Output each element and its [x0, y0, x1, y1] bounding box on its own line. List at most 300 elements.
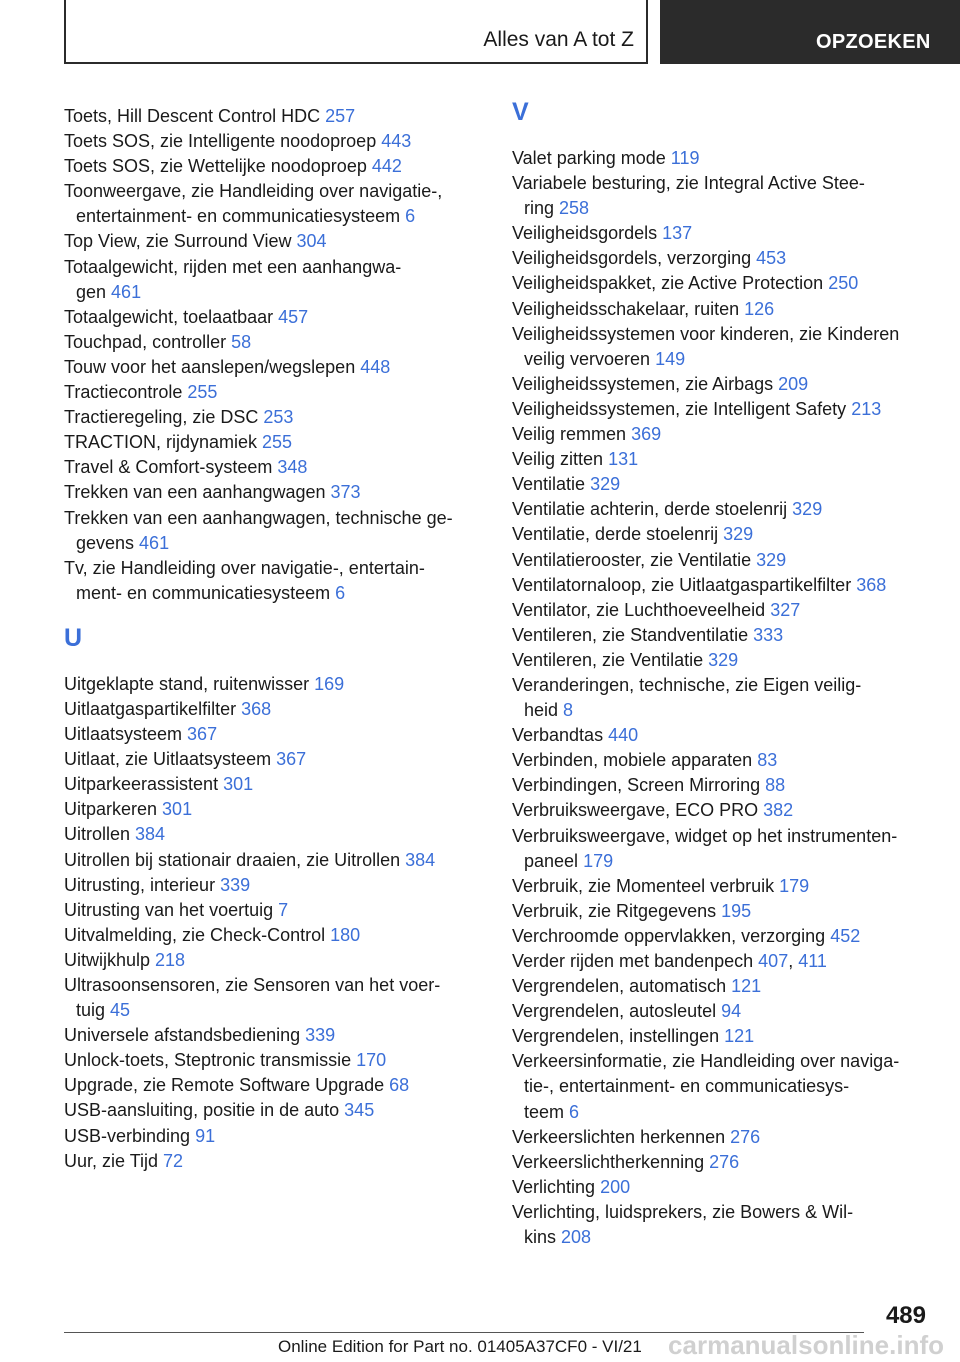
page-reference-link[interactable]: 461 — [111, 281, 142, 302]
page-reference-link[interactable]: 218 — [155, 949, 186, 970]
page-reference-link[interactable]: 276 — [709, 1151, 740, 1172]
page-reference-link[interactable]: 6 — [569, 1101, 580, 1122]
index-entry-text — [512, 725, 638, 745]
page-reference-link[interactable]: 457 — [278, 306, 309, 327]
index-entry-text — [64, 280, 484, 305]
edition-text: Online Edition for Part no. 01405A37CF0 - VI/21 — [278, 1337, 642, 1356]
page-reference-link[interactable]: 329 — [723, 524, 754, 545]
entry-label: Totaalgewicht, rijden met een aanhangwa- — [64, 256, 402, 277]
entry-label: Uitlaatsysteem — [64, 724, 188, 745]
entry-label: Variabele besturing, zie Integral Active Stee- — [512, 173, 865, 194]
entry-label: Vergrendelen, autosleutel — [512, 1001, 722, 1022]
index-entry — [64, 154, 484, 179]
index-entry-text — [64, 674, 344, 694]
index-entry-text — [64, 181, 442, 201]
index-entry-text — [64, 382, 217, 402]
page-reference-link[interactable]: 170 — [356, 1050, 387, 1071]
index-entry — [512, 246, 932, 271]
page-reference-link[interactable]: 345 — [344, 1100, 375, 1121]
entry-label: Unlock-toets, Steptronic transmissie — [64, 1050, 357, 1071]
index-entry — [64, 747, 484, 772]
index-entry-text — [512, 248, 786, 268]
index-entry — [64, 697, 484, 722]
entry-label: Touw voor het aanslepen/wegslepen — [64, 356, 361, 377]
index-entry — [64, 305, 484, 330]
entry-label: Verkeerslichten herkennen — [512, 1126, 731, 1147]
page-reference-link[interactable]: 327 — [770, 599, 801, 620]
index-entry — [512, 271, 932, 296]
page-reference-link[interactable]: 72 — [163, 1150, 184, 1171]
index-entry-text — [512, 1202, 853, 1222]
entry-label: Uitparkeerassistent — [64, 774, 224, 795]
index-entry-text — [64, 950, 185, 970]
page-reference-link[interactable]: 452 — [830, 925, 861, 946]
page-reference-link[interactable]: 382 — [763, 800, 794, 821]
page-reference-link[interactable]: 121 — [724, 1026, 755, 1047]
index-entry-text — [512, 148, 699, 168]
index-entry — [512, 723, 932, 748]
entry-label: paneel — [524, 850, 584, 871]
entry-label: Uitparkeren — [64, 799, 163, 820]
page-reference-link[interactable]: 131 — [608, 449, 639, 470]
index-entry — [64, 1023, 484, 1048]
tab-label: OPZOEKEN — [816, 31, 931, 53]
page-reference-link[interactable]: 91 — [195, 1125, 216, 1146]
index-entry-text — [64, 332, 251, 352]
index-entry-text — [64, 508, 453, 528]
entry-label: Verbruik, zie Ritgegevens — [512, 900, 722, 921]
index-entry-text — [512, 1074, 932, 1099]
page-reference-link[interactable]: 407 — [758, 951, 789, 971]
entry-label: Touchpad, controller — [64, 331, 232, 352]
entry-label: Tv, zie Handleiding over navigatie-, entertain- — [64, 557, 425, 578]
index-entry-text — [512, 698, 932, 723]
index-entry-text — [512, 849, 932, 874]
entry-label: Ventilatie achterin, derde stoelenrij — [512, 499, 793, 520]
entry-label: teem — [524, 1101, 570, 1122]
index-entry-text — [64, 850, 435, 870]
page-reference-link[interactable]: 367 — [276, 749, 307, 770]
page-reference-link[interactable]: 329 — [792, 499, 823, 520]
page-reference-link[interactable]: 304 — [296, 231, 327, 252]
page-reference-link[interactable]: 368 — [856, 574, 887, 595]
page-reference-link[interactable]: 253 — [263, 407, 294, 428]
index-entry-text — [64, 975, 440, 995]
entry-label: gen — [76, 281, 112, 302]
index-entry — [512, 522, 932, 547]
index-entry — [512, 221, 932, 246]
entry-label: Uitvalmelding, zie Check-Control — [64, 924, 331, 945]
page-reference-link[interactable]: 333 — [753, 624, 784, 645]
tab-opzoeken[interactable] — [660, 0, 960, 64]
page-reference-link[interactable]: 339 — [305, 1025, 336, 1046]
page-reference-link[interactable]: 94 — [721, 1001, 742, 1022]
entry-label: Uitrusting van het voertuig — [64, 899, 279, 920]
entry-label: Verbandtas — [512, 725, 609, 746]
index-entry-text — [64, 457, 307, 477]
index-entry-text — [64, 774, 253, 794]
index-entry-text — [512, 1225, 932, 1250]
index-entry — [64, 104, 484, 129]
entry-label: Totaalgewicht, toelaatbaar — [64, 306, 279, 327]
entry-label: Ventileren, zie Standventilatie — [512, 624, 754, 645]
index-entry — [512, 322, 932, 372]
entry-label: Uitrollen — [64, 824, 136, 845]
page-reference-link[interactable]: 179 — [583, 850, 614, 871]
page-reference-link[interactable]: 339 — [220, 874, 251, 895]
entry-label: Veiligheidsgordels — [512, 223, 663, 244]
page-reference-link[interactable]: 6 — [335, 582, 346, 603]
page-reference-link[interactable]: 119 — [670, 148, 700, 168]
entry-label: Verlichting, luidsprekers, zie Bowers & Wil- — [512, 1201, 854, 1222]
entry-label: Veiligheidsschakelaar, ruiten — [512, 298, 745, 319]
entry-label: Travel & Comfort-systeem — [64, 457, 278, 478]
page-reference-link[interactable]: 126 — [744, 298, 775, 319]
page-reference-link[interactable]: 169 — [314, 673, 345, 694]
index-entry-text — [64, 699, 271, 719]
entry-label: Toonweergave, zie Handleiding over navigatie-, — [64, 181, 443, 202]
index-entry — [512, 1175, 932, 1200]
page-reference-link[interactable]: 384 — [405, 849, 436, 870]
page-reference-link[interactable]: 384 — [135, 824, 166, 845]
entry-label: Verbindingen, Screen Mirroring — [512, 775, 766, 796]
page-reference-link[interactable]: 68 — [389, 1075, 410, 1096]
page-reference-link[interactable]: 369 — [631, 424, 662, 445]
index-entry — [512, 598, 932, 623]
index-entry — [512, 1150, 932, 1175]
page-reference-link[interactable]: 7 — [278, 899, 289, 920]
index-entry — [64, 797, 484, 822]
index-entry — [64, 455, 484, 480]
entry-label: TRACTION, rijdynamiek — [64, 432, 263, 453]
page-reference-link[interactable]: 255 — [262, 432, 293, 453]
entry-label: Verder rijden met bandenpech — [512, 951, 759, 971]
index-entry-text — [512, 1152, 739, 1172]
watermark: carmanualsonline.info — [668, 1330, 944, 1360]
index-entry — [512, 924, 932, 949]
page-reference-link[interactable]: 257 — [325, 106, 356, 126]
entry-label: Ventilatie — [512, 474, 591, 495]
entry-label: Uitgeklapte stand, ruitenwisser — [64, 673, 315, 694]
entry-label: USB-aansluiting, positie in de auto — [64, 1100, 345, 1121]
index-entry — [512, 548, 932, 573]
index-entry-text — [512, 800, 793, 820]
page-reference-link[interactable]: 137 — [662, 223, 693, 244]
index-entry-text — [512, 449, 638, 469]
page-reference-link[interactable]: 368 — [241, 698, 272, 719]
index-entry-text — [64, 231, 327, 251]
page-reference-link[interactable]: 255 — [187, 382, 218, 403]
index-entry — [512, 146, 932, 171]
index-entry-text — [512, 196, 932, 221]
index-entry — [64, 1073, 484, 1098]
page-reference-link[interactable]: 348 — [277, 457, 308, 478]
entry-label: Verbruiksweergave, ECO PRO — [512, 800, 764, 821]
page-reference-link[interactable]: 250 — [828, 273, 859, 294]
index-entry — [512, 372, 932, 397]
page-reference-link[interactable]: 448 — [360, 356, 391, 377]
entry-label: Toets, Hill Descent Control HDC — [64, 106, 326, 126]
index-entry-text — [512, 299, 774, 319]
index-entry-text — [64, 1075, 409, 1095]
index-entry — [512, 899, 932, 924]
entry-label: Vergrendelen, instellingen — [512, 1026, 725, 1047]
page-reference-link[interactable]: 45 — [110, 1000, 131, 1021]
index-entry-text — [64, 482, 361, 502]
entry-label: Ventilatie, derde stoelenrij — [512, 524, 724, 545]
index-entry — [512, 673, 932, 723]
index-entry-text — [64, 1050, 386, 1070]
entry-label: Uitrusting, interieur — [64, 874, 221, 895]
index-entry-text — [64, 925, 360, 945]
entry-label: Uur, zie Tijd — [64, 1150, 164, 1171]
index-letter-heading: V — [512, 98, 529, 126]
index-entry — [64, 480, 484, 505]
index-entry — [512, 397, 932, 422]
index-entry — [64, 1149, 484, 1174]
page-reference-link[interactable]: 276 — [730, 1126, 761, 1147]
index-entry — [512, 472, 932, 497]
index-entry — [512, 422, 932, 447]
page-reference-link[interactable]: 88 — [765, 775, 786, 796]
page-reference-link[interactable]: 373 — [330, 482, 361, 503]
index-entry — [512, 748, 932, 773]
entry-label: Uitwijkhulp — [64, 949, 156, 970]
index-entry-text — [512, 901, 751, 921]
index-entry — [512, 297, 932, 322]
page-reference-link[interactable]: 6 — [405, 206, 416, 227]
entry-label: Valet parking mode — [512, 148, 671, 168]
index-entry-text — [64, 131, 411, 151]
page-reference-link[interactable]: 200 — [600, 1176, 631, 1197]
entry-label: Trekken van een aanhangwagen, technische ge- — [64, 507, 453, 528]
index-entry-text — [512, 1051, 899, 1071]
index-entry — [64, 1098, 484, 1123]
index-column-right — [512, 98, 932, 1250]
entry-label: gevens — [76, 532, 140, 553]
entry-label: ring — [524, 198, 560, 219]
index-entry — [512, 1125, 932, 1150]
index-entry-text — [512, 826, 897, 846]
entry-label: Vergrendelen, automatisch — [512, 976, 732, 997]
page-reference-link[interactable]: 440 — [608, 725, 639, 746]
entry-label: Universele afstandsbediening — [64, 1025, 306, 1046]
page-reference-link[interactable]: 149 — [655, 348, 686, 369]
entry-label: veilig vervoeren — [524, 348, 656, 369]
index-entry — [512, 648, 932, 673]
index-entry-text — [512, 926, 860, 946]
index-entry — [64, 556, 484, 606]
entry-label: Verchroomde oppervlakken, verzorging — [512, 925, 831, 946]
index-entry-text — [512, 650, 738, 670]
entry-label: Veiligheidssystemen, zie Airbags — [512, 373, 779, 394]
index-entry — [512, 824, 932, 874]
index-entry-text — [512, 374, 808, 394]
index-entry — [64, 179, 484, 229]
entry-label: Veiligheidsgordels, verzorging — [512, 248, 757, 269]
index-entry — [64, 355, 484, 380]
page-reference-link[interactable]: 461 — [139, 532, 170, 553]
index-entry — [64, 1124, 484, 1149]
index-entry — [64, 255, 484, 305]
index-entry — [512, 999, 932, 1024]
index-entry — [64, 405, 484, 430]
index-entry-text — [64, 432, 292, 452]
entry-label: Verkeersinformatie, zie Handleiding over naviga- — [512, 1051, 900, 1072]
page-reference-link[interactable]: 195 — [721, 900, 752, 921]
index-entry — [64, 973, 484, 1023]
index-entry — [512, 1049, 932, 1124]
entry-label: Tractieregeling, zie DSC — [64, 407, 264, 428]
index-entry — [64, 1048, 484, 1073]
index-entry-text — [512, 625, 783, 645]
entry-label: Toets SOS, zie Wettelijke noodoproep — [64, 156, 372, 177]
page-reference-link[interactable]: 329 — [708, 649, 739, 670]
index-entry-text — [64, 1151, 183, 1171]
entry-label: Ventilator, zie Luchthoeveelheid — [512, 599, 771, 620]
entry-label: Veiligheidspakket, zie Active Protection — [512, 273, 829, 294]
index-entry-text: Verder rijden met bandenpech 407, 411 — [512, 951, 827, 971]
entry-label: Verbruik, zie Momenteel verbruik — [512, 875, 780, 896]
index-entry-text — [64, 799, 192, 819]
index-entry — [512, 573, 932, 598]
index-entry — [512, 497, 932, 522]
index-entry-text — [64, 531, 484, 556]
index-entry-text — [64, 257, 401, 277]
index-entry-text — [64, 1025, 335, 1045]
entry-label: tuig — [76, 1000, 111, 1021]
index-entry-text — [512, 775, 785, 795]
entry-label: Ultrasoonsensoren, zie Sensoren van het voer- — [64, 975, 441, 995]
entry-label: Trekken van een aanhangwagen — [64, 482, 331, 503]
index-entry — [64, 848, 484, 873]
index-entry-text — [64, 307, 308, 327]
index-entry — [512, 447, 932, 472]
index-entry-text — [512, 976, 761, 996]
page-reference-link[interactable]: 83 — [757, 750, 778, 771]
index-entry — [512, 623, 932, 648]
page-reference-link[interactable]: 329 — [590, 474, 621, 495]
page-reference-link[interactable]: 453 — [756, 248, 787, 269]
index-entry-text — [512, 575, 886, 595]
entry-label: Veranderingen, technische, zie Eigen veilig- — [512, 674, 862, 695]
index-entry — [512, 949, 932, 974]
entry-label: kins — [524, 1227, 562, 1248]
index-entry-text — [512, 424, 661, 444]
page-reference-link[interactable]: 301 — [223, 774, 254, 795]
index-entry-text — [64, 1100, 374, 1120]
entry-label: entertainment- en communicatiesysteem — [76, 206, 406, 227]
index-entry — [64, 430, 484, 455]
index-entry — [64, 898, 484, 923]
index-entry — [64, 722, 484, 747]
index-entry-text — [64, 724, 217, 744]
index-entry-text — [512, 876, 809, 896]
index-entry — [512, 974, 932, 999]
entry-label: USB-verbinding — [64, 1125, 196, 1146]
index-entry-text — [64, 875, 250, 895]
index-entry — [64, 129, 484, 154]
index-entry-text — [512, 173, 865, 193]
index-entry-text — [512, 324, 899, 344]
page-reference-link[interactable]: 411 — [798, 951, 827, 971]
page-reference-link[interactable]: 258 — [559, 198, 590, 219]
index-entry-text — [512, 600, 800, 620]
index-entry-text — [512, 1177, 630, 1197]
index-entry — [512, 798, 932, 823]
page-reference-link[interactable]: 8 — [563, 700, 574, 721]
page-reference-link[interactable]: 442 — [371, 156, 402, 177]
index-entry-text — [512, 499, 822, 519]
index-entry-text — [512, 1026, 754, 1046]
index-entry-text — [64, 998, 484, 1023]
index-entry-text — [64, 558, 425, 578]
entry-label: Upgrade, zie Remote Software Upgrade — [64, 1075, 390, 1096]
page-reference-link[interactable]: 213 — [851, 398, 882, 419]
entry-label: Verbruiksweergave, widget op het instrumenten- — [512, 825, 898, 846]
entry-label: Veilig zitten — [512, 449, 609, 470]
index-entry-text — [512, 223, 692, 243]
index-entry — [512, 874, 932, 899]
index-entry-text — [64, 824, 165, 844]
entry-label: Veilig remmen — [512, 424, 632, 445]
index-entry — [64, 380, 484, 405]
index-entry-text — [512, 1100, 932, 1125]
entry-label: Toets SOS, zie Intelligente noodoproep — [64, 131, 382, 152]
page-reference-link[interactable]: 367 — [187, 724, 218, 745]
index-entry-text — [512, 524, 753, 544]
entry-label: Ventilatornaloop, zie Uitlaatgaspartikelfilter — [512, 574, 857, 595]
entry-label: heid — [524, 700, 564, 721]
page-reference-link[interactable]: 443 — [381, 131, 412, 152]
index-entry — [64, 229, 484, 254]
index-entry-text — [64, 204, 484, 229]
page-reference-link[interactable]: 121 — [731, 976, 762, 997]
index-entry-text — [64, 156, 402, 176]
index-entry — [64, 772, 484, 797]
page-reference-link[interactable]: 208 — [561, 1227, 592, 1248]
entry-label: Verbinden, mobiele apparaten — [512, 750, 758, 771]
page-reference-link[interactable]: 58 — [231, 331, 252, 352]
index-entry-text — [512, 474, 620, 494]
index-entry-text — [512, 550, 786, 570]
entry-label: Veiligheidssystemen voor kinderen, zie Kinderen — [512, 323, 900, 344]
index-entry — [64, 923, 484, 948]
page-reference-link[interactable]: 209 — [778, 373, 809, 394]
page-reference-link[interactable]: 179 — [779, 875, 810, 896]
index-column-left — [64, 104, 484, 1174]
entry-label: tie-, entertainment- en communicatiesys- — [524, 1076, 850, 1097]
entry-label: Uitrollen bij stationair draaien, zie Uitrollen — [64, 849, 406, 870]
section-header — [64, 0, 648, 64]
index-entry-text — [512, 399, 881, 419]
index-entry-text — [64, 407, 293, 427]
index-entry-text — [64, 357, 390, 377]
entry-label: Top View, zie Surround View — [64, 231, 297, 252]
index-entry-text — [512, 675, 861, 695]
entry-label: Tractiecontrole — [64, 382, 188, 403]
page-reference-link[interactable]: 301 — [162, 799, 193, 820]
page-reference-link[interactable]: 329 — [756, 549, 787, 570]
index-entry-text — [64, 749, 306, 769]
index-entry-text — [512, 750, 777, 770]
index-entry-text — [512, 1127, 760, 1147]
index-entry — [64, 873, 484, 898]
index-entry — [64, 330, 484, 355]
index-entry — [64, 822, 484, 847]
entry-label: Ventilatierooster, zie Ventilatie — [512, 549, 757, 570]
page-reference-link[interactable]: 180 — [330, 924, 361, 945]
